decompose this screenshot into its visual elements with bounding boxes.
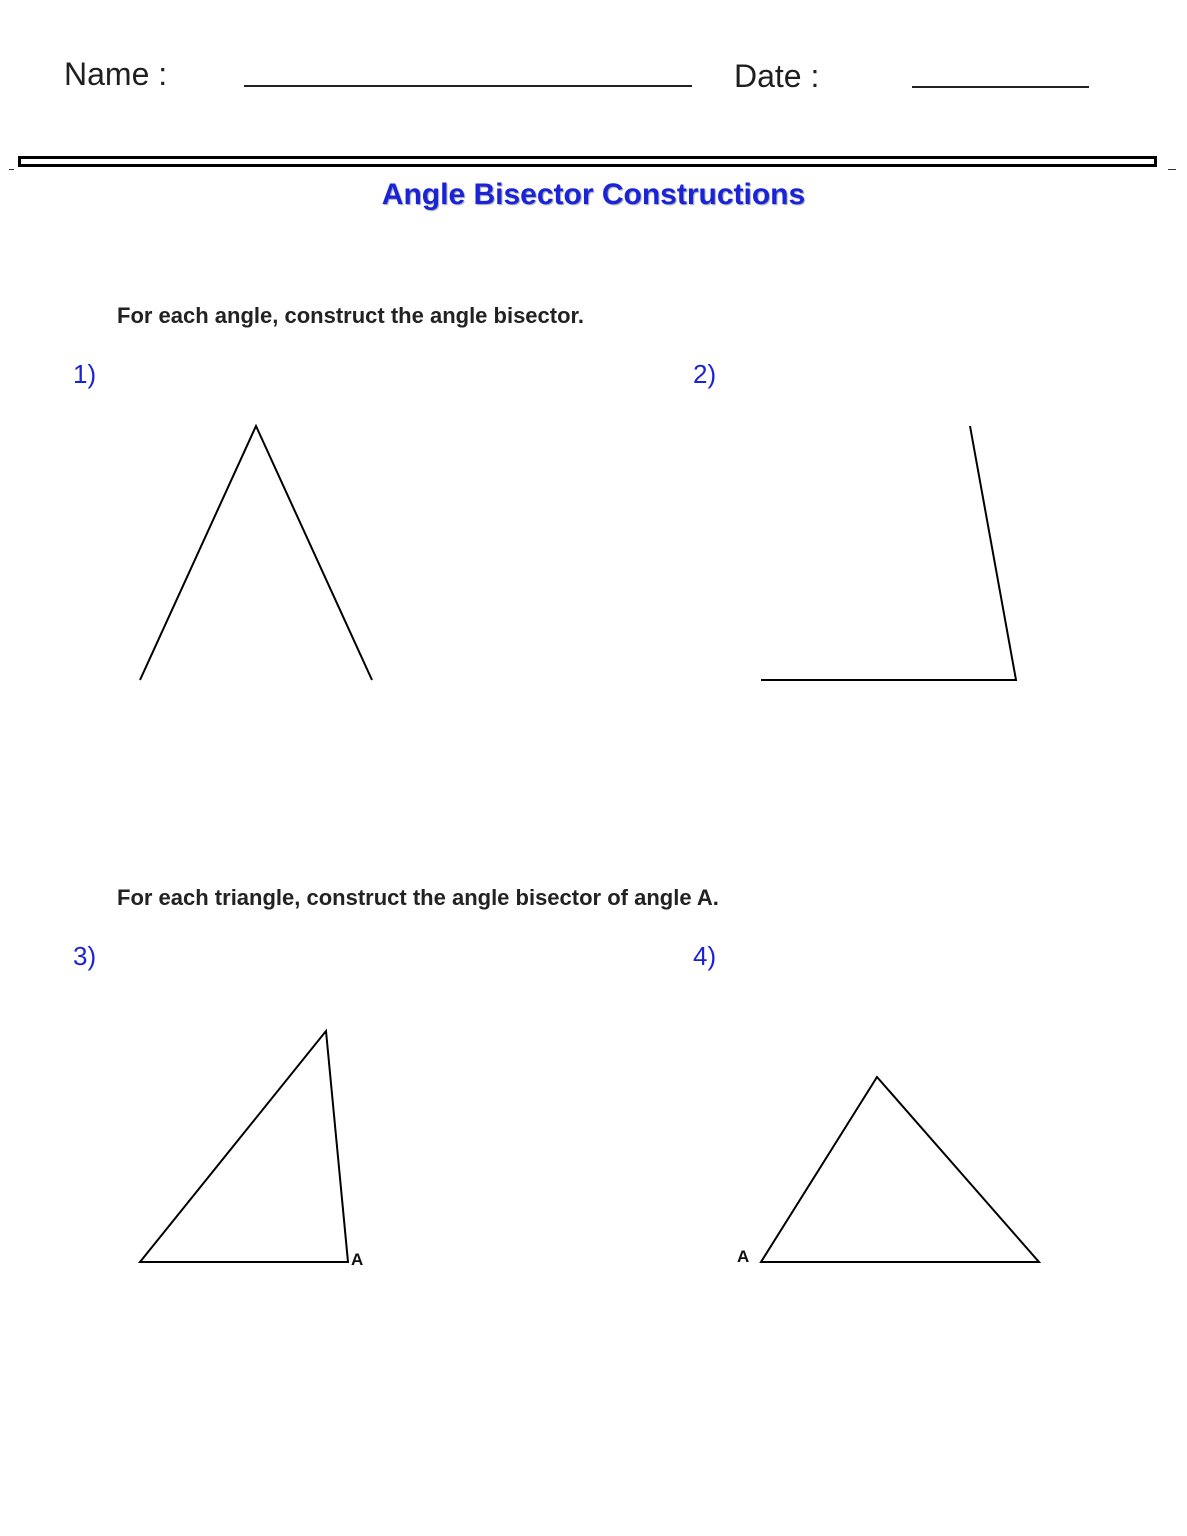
problem-4-number: 4) xyxy=(693,941,717,971)
section2-instruction: For each triangle, construct the angle bisector of angle A. xyxy=(117,885,719,910)
problem-2-angle xyxy=(761,426,1016,680)
problem-4-triangle xyxy=(761,1077,1039,1262)
date-label: Date : xyxy=(734,58,820,94)
worksheet-title: Angle Bisector Constructions xyxy=(381,178,806,211)
problem-2-number: 2) xyxy=(693,359,717,389)
problem-1-number: 1) xyxy=(73,359,97,389)
problem-3-number: 3) xyxy=(73,941,97,971)
problem-4-vertex-a-label: A xyxy=(737,1247,750,1266)
problem-1-angle xyxy=(140,426,372,680)
name-label: Name : xyxy=(64,56,168,92)
section1-instruction: For each angle, construct the angle bisector. xyxy=(117,303,585,328)
problem-3-triangle xyxy=(140,1031,348,1262)
problem-3-vertex-a-label: A xyxy=(351,1250,364,1269)
